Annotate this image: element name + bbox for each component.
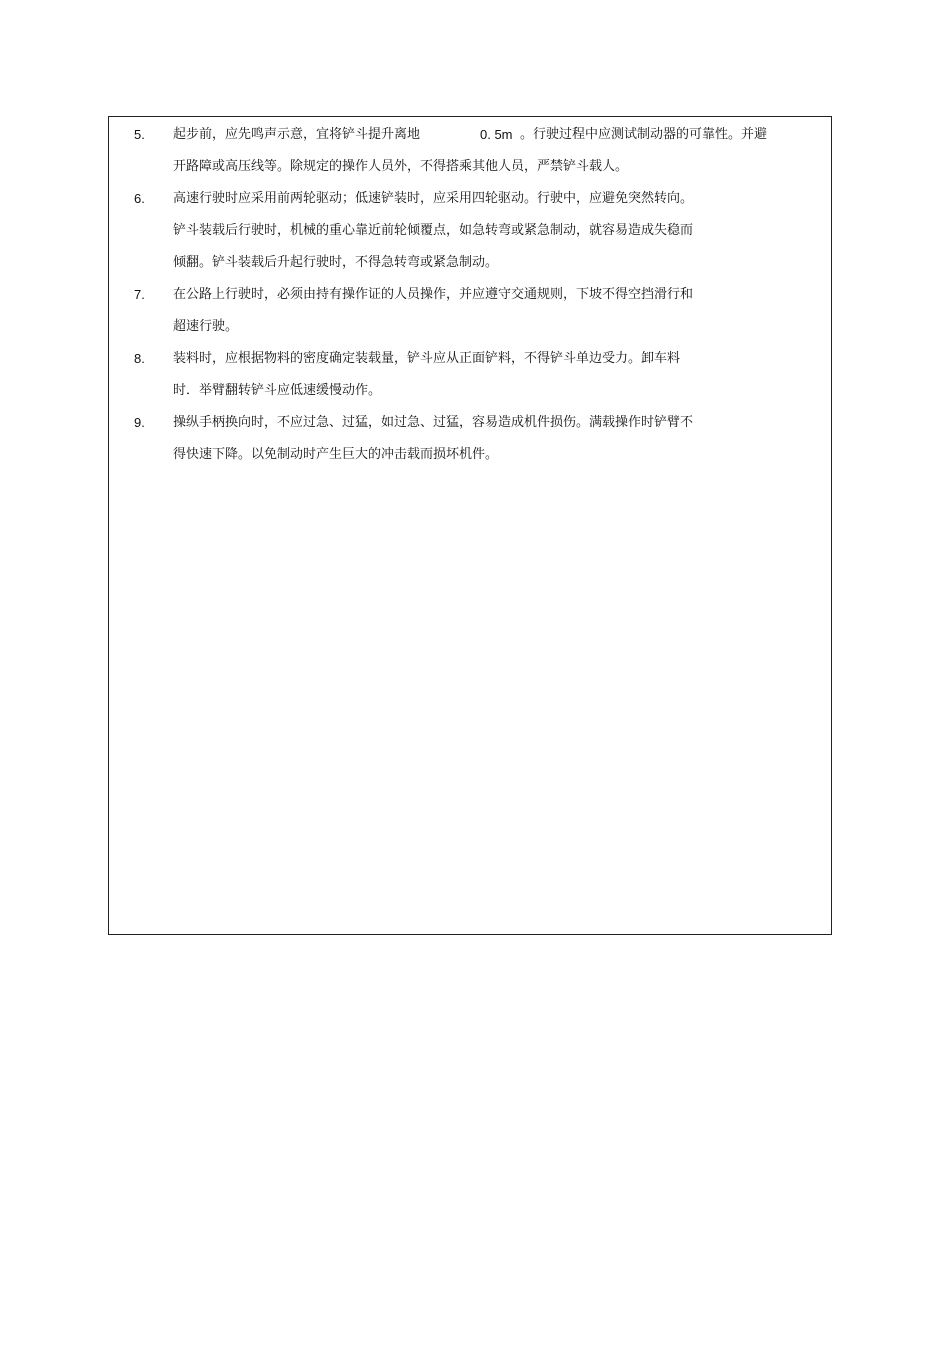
item-text-line: 超速行驶。 [173,319,239,334]
item-number: 8. [134,351,145,366]
item-text-line: 起步前，应先鸣声示意，宜将铲斗提升离地 [173,127,421,142]
item-text-line: 。行驶过程中应测试制动器的可靠性。并避 [520,127,768,142]
item-text-line: 得快速下降。以免制动时产生巨大的冲击载而损坏机件。 [173,447,499,462]
item-number: 7. [134,287,145,302]
item-number: 5. [134,127,145,142]
item-text-line: 高速行驶时应采用前两轮驱动；低速铲装时，应采用四轮驱动。行驶中，应避免突然转向。 [173,191,694,206]
item-number: 6. [134,191,145,206]
item-text-line: 时．举臂翻转铲斗应低速缓慢动作。 [173,383,382,398]
item-text-line: 装料时，应根据物料的密度确定装载量，铲斗应从正面铲料，不得铲斗单边受力。卸车料 [173,351,681,366]
item-text-line: 操纵手柄换向时，不应过急、过猛，如过急、过猛，容易造成机件损伤。满载操作时铲臂不 [173,415,694,430]
item-text-line: 铲斗装载后行驶时，机械的重心靠近前轮倾覆点，如急转弯或紧急制动，就容易造成失稳而 [173,223,694,238]
item-inline-value: 0. 5m [480,127,513,142]
item-text-line: 开路障或高压线等。除规定的操作人员外，不得搭乘其他人员，严禁铲斗载人。 [173,159,629,174]
item-text-line: 倾翻。铲斗装载后升起行驶时，不得急转弯或紧急制动。 [173,255,499,270]
item-number: 9. [134,415,145,430]
item-text-line: 在公路上行驶时，必须由持有操作证的人员操作，并应遵守交通规则，下坡不得空挡滑行和 [173,287,694,302]
